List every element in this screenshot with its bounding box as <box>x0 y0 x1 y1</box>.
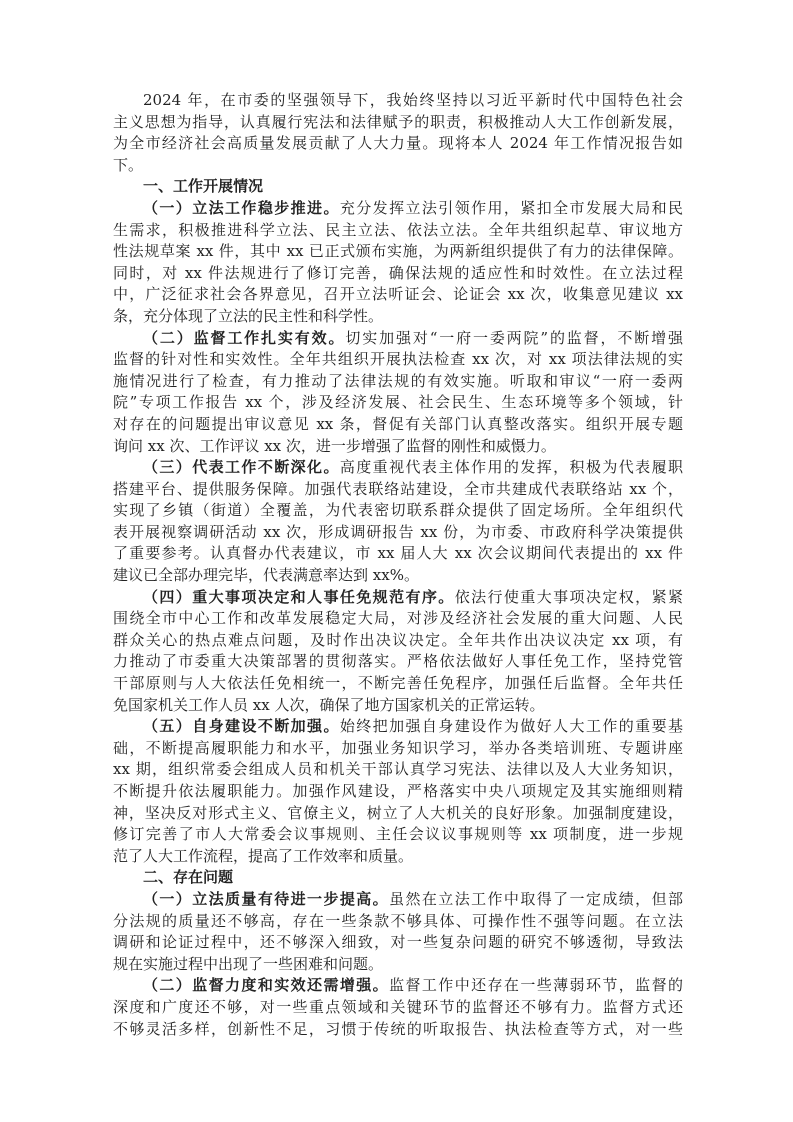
text-line: 对存在的问题提出审议意见 xx 条，督促有关部门认真整改落实。组织开展专题 <box>113 414 683 433</box>
paragraph-lead: （一）立法质量有待进一步提高。 <box>143 889 390 908</box>
text-line: 表开展视察调研活动 xx 次，形成调研报告 xx 份，为市委、市政府科学决策提供 <box>113 522 683 541</box>
text-line: 同时，对 xx 件法规进行了修订完善，确保法规的适应性和时效性。在立法过程 <box>113 263 683 282</box>
text-line: xx 期，组织常委会组成人员和机关干部认真学习宪法、法律以及人大业务知识， <box>113 760 683 779</box>
text-line: 调研和论证过程中，还不够深入细致，对一些复杂问题的研究不够透彻，导致法 <box>113 933 683 952</box>
text-line: 主义思想为指导，认真履行宪法和法律赋予的职责，积极推动人大工作创新发展， <box>113 112 683 131</box>
paragraph-text: 高度重视代表主体作用的发挥，积极为代表履职 <box>339 458 683 477</box>
text-line: 范了人大工作流程，提高了工作效率和质量。 <box>113 846 414 865</box>
paragraph-deputy-work <box>113 457 683 587</box>
paragraph-self-building <box>113 716 683 867</box>
text-line: 实现了乡镇（街道）全覆盖，为代表密切联系群众提供了固定场所。全年组织代 <box>113 501 683 520</box>
text-line: 干部原则与人大依法任免相统一，不断完善任免程序，加强任后监督。全年共任 <box>113 674 683 693</box>
paragraph-major-decisions <box>113 587 683 717</box>
text-line: 分法规的质量还不够高，存在一些条款不够具体、可操作性不强等问题。在立法 <box>113 911 683 930</box>
paragraph-first-line <box>113 457 683 479</box>
paragraph-text: 始终把加强自身建设作为做好人大工作的重要基 <box>339 717 683 736</box>
paragraph-supervision-effectiveness <box>113 975 683 1040</box>
paragraph-supervision <box>113 328 683 458</box>
text-line: 了重要参考。认真督办代表建议，市 xx 届人大 xx 次会议期间代表提出的 xx 件 <box>113 544 683 563</box>
text-line: 础，不断提高履职能力和水平，加强业务知识学习，举办各类培训班、专题讲座 <box>113 738 683 757</box>
paragraph-text: 充分发挥立法引领作用，紧扣全市发展大局和民 <box>339 198 683 217</box>
text-line: 神，坚决反对形式主义、官僚主义，树立了人大机关的良好形象。加强制度建设， <box>113 803 683 822</box>
text-line: 院”专项工作报告 xx 个，涉及经济发展、社会民生、生态环境等多个领域，针 <box>113 393 683 412</box>
paragraph-first-line <box>113 328 683 350</box>
paragraph-first-line <box>113 716 683 738</box>
text-line: 修订完善了市人大常委会议事规则、主任会议议事规则等 xx 项制度，进一步规 <box>113 825 683 844</box>
paragraph-legislation <box>113 198 683 328</box>
paragraph-lead: （三）代表工作不断深化。 <box>143 458 340 477</box>
paragraph-lead: （二）监督工作扎实有效。 <box>143 328 346 347</box>
text-line: 下。 <box>113 155 144 174</box>
text-line: 群众关心的热点难点问题，及时作出决议决定。全年共作出决议决定 xx 项，有 <box>113 630 683 649</box>
text-line: 条，充分体现了立法的民主性和科学性。 <box>113 306 384 325</box>
text-line: 建议已全部办理完毕，代表满意率达到 xx%。 <box>113 566 419 585</box>
intro-paragraph <box>113 90 683 176</box>
text-line: 围绕全市中心工作和改革发展稳定大局，对涉及经济社会发展的重大问题、人民 <box>113 609 683 628</box>
paragraph-text: 虽然在立法工作中取得了一定成绩，但部 <box>389 889 683 908</box>
text-line: 不够灵活多样，创新性不足，习惯于传统的听取报告、执法检查等方式，对一些 <box>113 1019 683 1038</box>
section-heading-existing-problems: 二、存在问题 <box>143 868 234 887</box>
paragraph-text: 依法行使重大事项决定权，紧紧 <box>454 587 683 606</box>
paragraph-first-line <box>113 889 683 911</box>
paragraph-first-line <box>113 587 683 609</box>
text-line: 不断提升依法履职能力。加强作风建设，严格落实中央八项规定及其实施细则精 <box>113 782 683 800</box>
text-line: 性法规草案 xx 件，其中 xx 已正式颁布实施，为两新组织提供了有力的法律保障。 <box>113 242 683 261</box>
text-line: 力推动了市委重大决策部署的贯彻落实。严格依法做好人事任免工作，坚持党管 <box>113 652 683 671</box>
text-line: 中，广泛征求社会各界意见，召开立法听证会、论证会 xx 次，收集意见建议 xx <box>113 285 683 304</box>
document-page <box>113 90 683 1040</box>
paragraph-text: 切实加强对“一府一委两院”的监督，不断增强 <box>345 328 683 347</box>
text-line: 施情况进行了检查，有力推动了法律法规的有效实施。听取和审议“一府一委两 <box>113 371 683 390</box>
paragraph-lead: （四）重大事项决定和人事任免规范有序。 <box>143 587 455 606</box>
section-heading-work-progress: 一、工作开展情况 <box>143 177 264 196</box>
text-line: 生需求，积极推进科学立法、民主立法、依法立法。全年共组织起草、审议地方 <box>113 220 683 239</box>
paragraph-lead: （五）自身建设不断加强。 <box>143 717 340 736</box>
text-line: 搭建平台、提供服务保障。加强代表联络站建设，全市共建成代表联络站 xx 个， <box>113 479 683 498</box>
text-line: 免国家机关工作人员 xx 人次，确保了地方国家机关的正常运转。 <box>113 695 545 714</box>
paragraph-first-line <box>113 198 683 220</box>
paragraph-lead: （二）监督力度和实效还需增强。 <box>143 976 390 995</box>
paragraph-first-line <box>113 975 683 997</box>
paragraph-text: 监督工作中还存在一些薄弱环节，监督的 <box>389 976 683 995</box>
text-line: 监督的针对性和实效性。全年共组织开展执法检查 xx 次，对 xx 项法律法规的实 <box>113 350 683 369</box>
text-line: 规在实施过程中出现了一些困难和问题。 <box>113 954 384 973</box>
paragraph-legislation-quality <box>113 889 683 975</box>
paragraph-lead: （一）立法工作稳步推进。 <box>143 198 340 217</box>
text-line: 深度和广度还不够，对一些重点领域和关键环节的监督还不够有力。监督方式还 <box>113 997 683 1016</box>
text-line: 为全市经济社会高质量发展贡献了人大力量。现将本人 2024 年工作情况报告如 <box>113 134 683 153</box>
text-line: 2024 年，在市委的坚强领导下，我始终坚持以习近平新时代中国特色社会 <box>143 91 683 109</box>
text-line: 询问 xx 次、工作评议 xx 次，进一步增强了监督的刚性和威慑力。 <box>113 436 556 455</box>
